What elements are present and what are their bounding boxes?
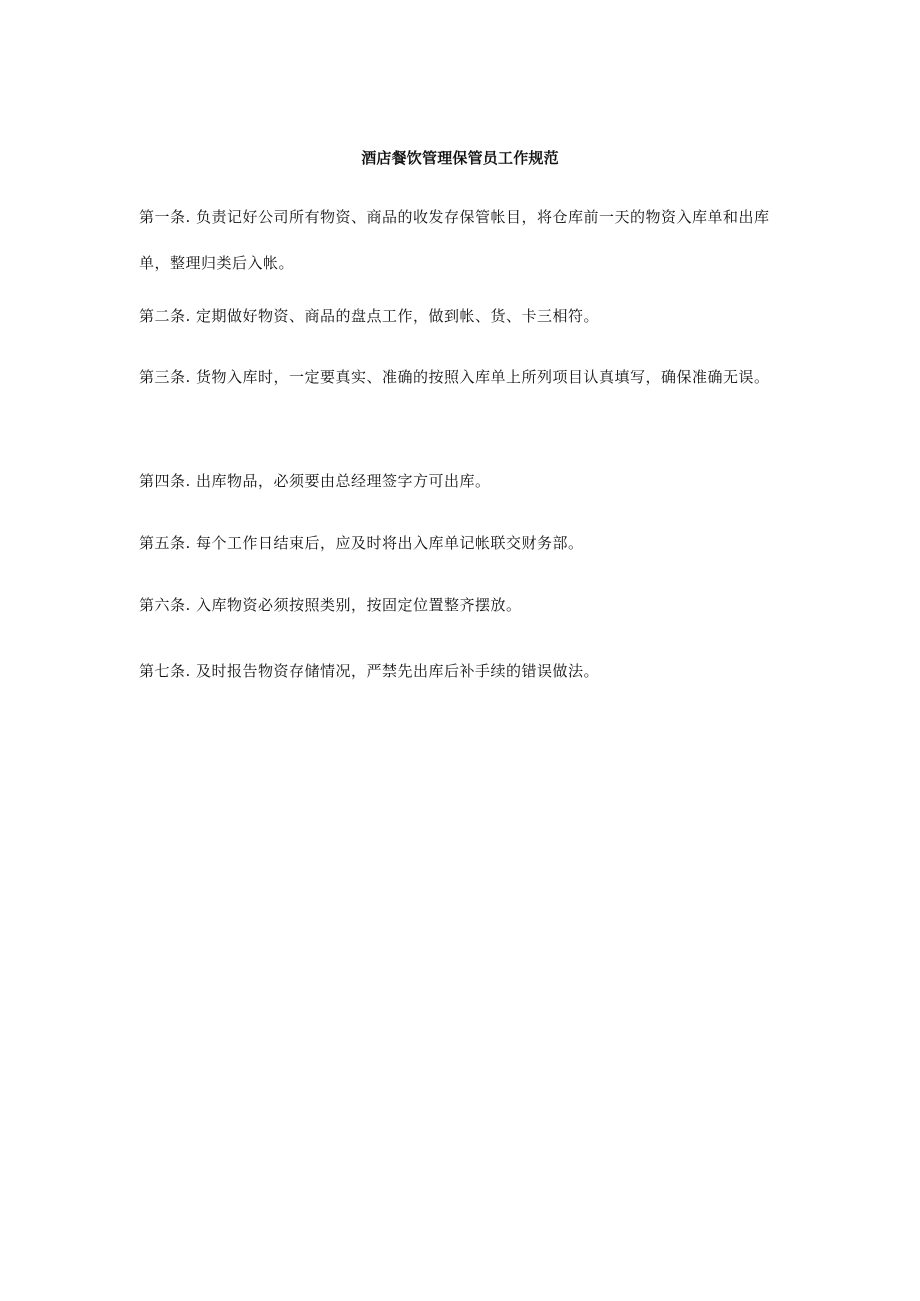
- article-1: 第一条. 负责记好公司所有物资、商品的收发存保管帐目，将仓库前一天的物资入库单和出库单，整理归类后入帐。: [139, 208, 770, 272]
- article-7: 第七条. 及时报告物资存储情况，严禁先出库后补手续的错误做法。: [139, 662, 600, 680]
- article-6: 第六条. 入库物资必须按照类别，按固定位置整齐摆放。: [139, 596, 522, 614]
- document-title: 酒店餐饮管理保管员工作规范: [361, 149, 559, 167]
- article-5: 第五条. 每个工作日结束后，应及时将出入库单记帐联交财务部。: [139, 534, 584, 552]
- article-3: 第三条. 货物入库时，一定要真实、准确的按照入库单上所列项目认真填写，确保准确无误。: [139, 368, 770, 386]
- article-2: 第二条. 定期做好物资、商品的盘点工作，做到帐、货、卡三相符。: [139, 307, 600, 325]
- article-4: 第四条. 出库物品，必须要由总经理签字方可出库。: [139, 472, 491, 490]
